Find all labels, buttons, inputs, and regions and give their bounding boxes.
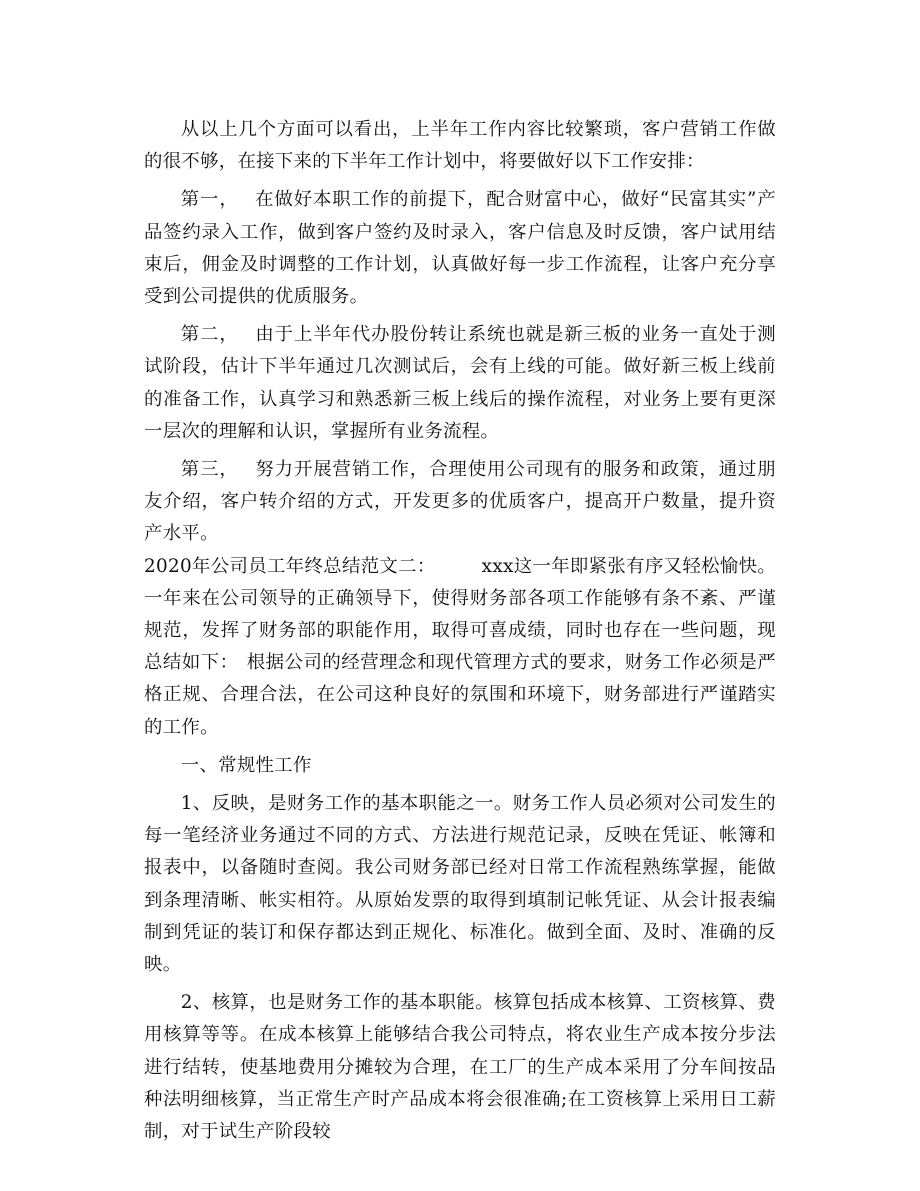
paragraph-text: 一、常规性工作 — [180, 754, 312, 776]
paragraph-second-item — [144, 319, 776, 448]
paragraph-summary — [144, 114, 776, 178]
item-label: 第一， — [180, 189, 239, 211]
paragraph-text: 从以上几个方面可以看出，上半年工作内容比较繁琐，客户营销工作做的很不够，在接下来的下半年工作计划中，将要做好以下工作安排： — [144, 119, 776, 173]
item-label: 第二， — [180, 324, 239, 346]
item-label: 第三， — [180, 459, 239, 481]
paragraph-reflect — [144, 788, 776, 981]
paragraph-sample-two — [144, 551, 776, 744]
paragraph-text-continued: 根据公司的经营理念和现代管理方式的要求，财务工作必须是严格正规、合理合法，在公司这种良好的氛围和环境下，财务部进行严谨踏实的工作。 — [144, 652, 776, 738]
paragraph-third-item — [144, 454, 776, 551]
paragraph-text: 由于上半年代办股份转让系统也就是新三板的业务一直处于测试阶段，估计下半年通过几次测试后，会有上线的可能。做好新三板上线前的准备工作，认真学习和熟悉新三板上线后的操作流程，对业务上要有更深一层次的理解和认识，掌握所有业务流程。 — [144, 324, 776, 442]
paragraph-text: xxx这一年即紧张有序又轻松愉快。一年来在公司领导的正确领导下，使得财务部各项工作能够有条不紊、严谨规范，发挥了财务部的职能作用，取得可喜成绩，同时也存在一些问题，现总结如下： — [144, 555, 777, 674]
section-heading: 2020年公司员工年终总结范文二： — [144, 555, 436, 577]
document-body — [144, 114, 776, 1154]
paragraph-first-item — [144, 184, 776, 313]
paragraph-accounting — [144, 987, 776, 1148]
paragraph-text: 1、反映，是财务工作的基本职能之一。财务工作人员必须对公司发生的每一笔经济业务通过不同的方式、方法进行规范记录，反映在凭证、帐簿和报表中，以备随时查阅。我公司财务部已经对日常工作流程熟练掌握，能做到条理清晰、帐实相符。从原始发票的取得到填制记帐凭证、从会计报表编制到凭证的装订和保存都达到正规化、标准化。做到全面、及时、准确的反映。 — [144, 793, 776, 976]
paragraph-text: 在做好本职工作的前提下，配合财富中心，做好“民富其实”产品签约录入工作，做到客户签约及时录入，客户信息及时反馈，客户试用结束后，佣金及时调整的工作计划，认真做好每一步工作流程，让客户充分享受到公司提供的优质服务。 — [144, 189, 776, 308]
section-title-routine-work — [144, 750, 776, 782]
paragraph-text: 努力开展营销工作，合理使用公司现有的服务和政策，通过朋友介绍，客户转介绍的方式，开发更多的优质客户，提高开户数量，提升资产水平。 — [144, 459, 776, 545]
paragraph-text: 2、核算，也是财务工作的基本职能。核算包括成本核算、工资核算、费用核算等等。在成本核算上能够结合我公司特点，将农业生产成本按分步法进行结转，使基地费用分摊较为合理，在工厂的生产成本采用了分车间按品种法明细核算，当正常生产时产品成本将会很准确;在工资核算上采用日工薪制，对于试生产阶段较 — [144, 992, 776, 1143]
